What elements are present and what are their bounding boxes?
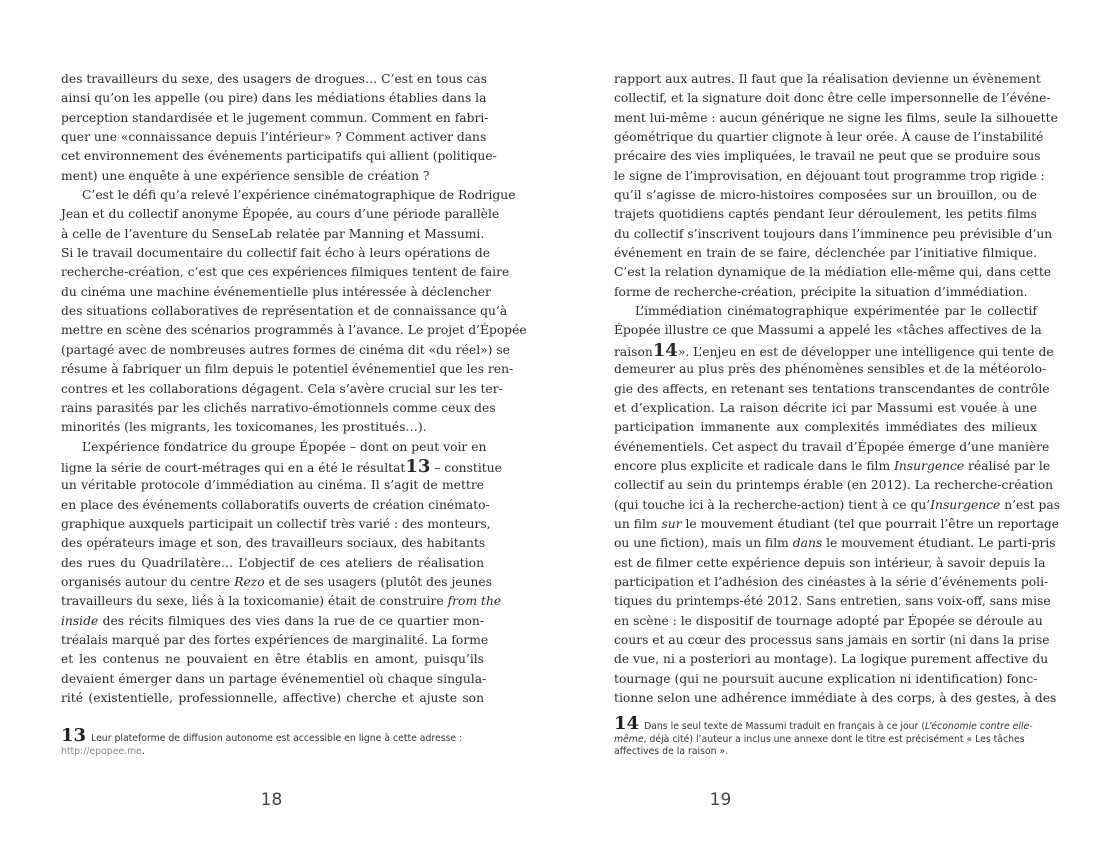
footnote-13: 13 Leur plateforme de diffusion autonome est accessible en ligne à cette adresse : http://epopee.me. [61, 725, 463, 757]
text-line: recherche-création, c’est que ces expériences filmiques tentent de faire [61, 265, 510, 280]
text-line: des situations collaboratives de représentation et de connaissance qu’à [61, 304, 508, 319]
text-line: du cinéma une machine événementielle plus intéressée à déclencher [61, 284, 491, 299]
right-page [549, 0, 1098, 858]
text-line: à celle de l’aventure du SenseLab relatée par Manning et Massumi. [61, 226, 485, 241]
text-line: C’est le défi qu’a relevé l’expérience cinématographique de Rodrigue [82, 188, 516, 203]
text-line: événement en train de se faire, déclenchée par l’initiative filmique. [614, 246, 1037, 261]
text-line: collectif, et la signature doit donc être celle impersonnelle de l’événe- [614, 91, 1051, 106]
text-line: trajets quotidiens captés pendant leur déroulement, les petits films [614, 207, 1037, 222]
text-line: est de filmer cette expérience depuis son intérieur, à savoir depuis la [614, 555, 1046, 570]
text-line: un véritable protocole d’immédiation au cinéma. Il s’agit de mettre [61, 478, 484, 493]
text-line: demeurer au plus près des phénomènes sensibles et de la météorolo- [614, 362, 1047, 377]
text-line: minorités (les migrants, les toxicomanes, les prostitués…). [61, 420, 427, 435]
text-line: C’est la relation dynamique de la médiation elle-même qui, dans cette [614, 265, 1052, 280]
footnote-14: 14 Dans le seul texte de Massumi traduit en français à ce jour (L’économie contre elle-même, déjà cité) l’auteur a inclus une annexe dont le titre est précisément « Les tâches affectives de la raison ». [614, 713, 1033, 757]
text-line: raison14». L’enjeu en est de développer une intelligence qui tente de [614, 339, 1054, 361]
text-line: graphique auxquels participait un collectif très varié : des monteurs, [61, 516, 491, 531]
text-line: rapport aux autres. Il faut que la réalisation devienne un évènement [614, 72, 1041, 86]
text-line: forme de recherche-création, précipite la situation d’immédiation. [614, 284, 1028, 299]
text-line: organisés autour du centre Rezo et de ses usagers (plutôt des jeunes [61, 574, 492, 589]
text-line: en scène : le dispositif de tournage adopté par Épopée se déroule au [614, 613, 1043, 628]
text-line: tionne selon une adhérence immédiate à des corps, à des gestes, à des [614, 691, 1057, 705]
page-number: 18 [260, 790, 283, 810]
text-line: des opérateurs image et son, des travailleurs sociaux, des habitants [61, 536, 486, 551]
text-line: travailleurs du sexe, liés à la toxicomanie) était de construire from the [61, 594, 502, 609]
text-line: devaient émerger dans un partage événementiel où chaque singula- [61, 671, 487, 686]
text-line: L’expérience fondatrice du groupe Épopée – dont on peut voir en [82, 439, 487, 454]
text-line: L’immédiation cinématographique expérimentée par le collectif [635, 304, 1037, 319]
text-line: ment) une enquête à une expérience sensible de création ? [61, 168, 430, 183]
text-line: ainsi qu’on les appelle (ou pire) dans les médiations établies dans la [61, 91, 487, 106]
text-line: le signe de l’improvisation, en déjouant tout programme trop rigide : [614, 168, 1045, 183]
text-line: mettre en scène des scénarios programmés à l’avance. Le projet d’Épopée [61, 323, 527, 338]
text-line: ligne la série de court-métrages qui en a été le résultat13 – constitue [61, 455, 502, 477]
text-line: Si le travail documentaire du collectif fait écho à leurs opérations de [61, 246, 491, 261]
text-line: des travailleurs du sexe, des usagers de drogues… C’est en tous cas [61, 72, 488, 86]
text-line: gie des affects, en retenant ses tentations transcendantes de contrôle [614, 381, 1050, 396]
text-line: collectif au sein du printemps érable (en 2012). La recherche-création [614, 478, 1054, 493]
text-line: cours et au cœur des processus sans jamais en sortir (ni dans la prise [614, 632, 1050, 647]
text-line: tiques du printemps-été 2012. Sans entretien, sans voix-off, sans mise [614, 594, 1051, 609]
text-line: Jean et du collectif anonyme Épopée, au cours d’une période parallèle [61, 207, 500, 222]
footnote-ref-14[interactable]: 14 [652, 339, 678, 361]
text-line: en place des événements collaboratifs ouverts de création cinémato- [61, 497, 490, 512]
text-line: ment lui-même : aucun générique ne signe les films, seule la silhouette [614, 110, 1058, 125]
text-line: (qui touche ici à la recherche-action) tient à ce qu’Insurgence n’est pas [614, 497, 1061, 512]
page-number: 19 [709, 790, 732, 810]
footnote-number: 14 [614, 713, 640, 734]
text-line: du collectif s’inscrivent toujours dans l’imminence peu prévisible d’un [614, 226, 1053, 241]
text-line: précaire des vies impliquées, le travail ne peut que se produire sous [614, 149, 1041, 164]
text-line: inside des récits filmiques des vies dans la rue de ce quartier mon- [61, 613, 484, 628]
text-line: quer une «connaissance depuis l’intérieur» ? Comment activer dans [61, 130, 487, 145]
text-line: événementiels. Cet aspect du travail d’Épopée émerge d’une manière [614, 439, 1050, 454]
text-line: tréalais marqué par des fortes expériences de marginalité. La forme [61, 632, 489, 647]
text-line: cet environnement des événements participatifs qui allient (politique- [61, 149, 497, 164]
text-line: ou une fiction), mais un film dans le mouvement étudiant. Le parti-pris [614, 536, 1056, 551]
text-line: perception standardisée et le jugement commun. Comment en fabri- [61, 110, 489, 125]
text-line: résume à fabriquer un film depuis le potentiel événementiel que les ren- [61, 362, 514, 377]
footnote-number: 13 [61, 725, 87, 746]
text-line: et d’explication. La raison décrite ici par Massumi est vouée à une [614, 400, 1037, 415]
text-line: de vue, ni a posteriori au montage). La logique purement affective du [614, 652, 1049, 667]
right-body-text [614, 70, 1061, 708]
text-line: et les contenus ne pouvaient en être établis en amont, puisqu’ils [61, 652, 484, 667]
text-line: rité (existentielle, professionnelle, affective) cherche et ajuste son [61, 691, 484, 705]
text-line: participation et l’adhésion des cinéastes à la série d’événements poli- [614, 574, 1049, 589]
text-line: des rues du Quadrilatère… L’objectif de ces ateliers de réalisation [61, 555, 484, 570]
text-line: (partagé avec de nombreuses autres formes de cinéma dit «du réel») se [61, 342, 510, 357]
text-line: encore plus explicite et radicale dans le film Insurgence réalisé par le [614, 458, 1051, 473]
left-body-text [61, 70, 527, 708]
text-line: qu’il s’agisse de micro-histoires composées sur un brouillon, ou de [614, 188, 1037, 203]
text-line: tournage (qui ne poursuit aucune explication ni identification) fonc- [614, 671, 1038, 686]
text-line: un film sur le mouvement étudiant (tel que pourrait l’être un reportage [614, 516, 1060, 531]
text-line: géométrique du quartier clignote à leur orée. À cause de l’instabilité [614, 130, 1044, 145]
footnote-ref-13[interactable]: 13 [405, 455, 431, 477]
text-line: Épopée illustre ce que Massumi a appelé les «tâches affectives de la [614, 323, 1042, 338]
text-line: rains parasités par les clichés narrativo-émotionnels comme ceux des [61, 400, 496, 415]
footnote-link[interactable]: http://epopee.me [61, 745, 142, 757]
text-line: contres et les collaborations dégagent. Cela s’avère crucial sur les ter- [61, 381, 503, 396]
text-line: participation immanente aux complexités immédiates des milieux [614, 420, 1037, 435]
